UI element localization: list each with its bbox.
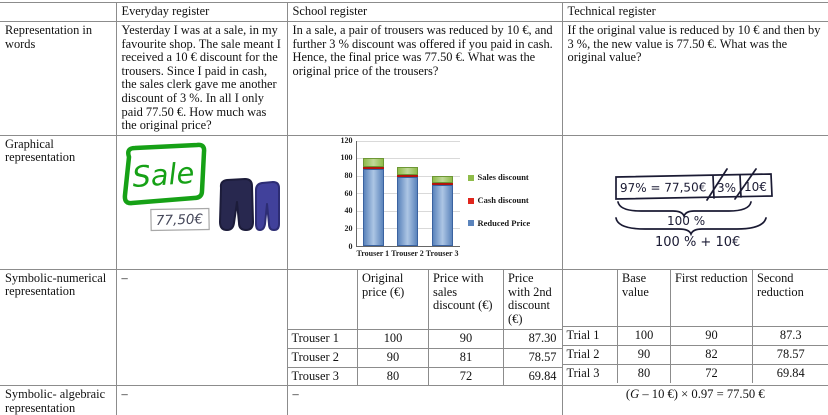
chart-y-axis — [334, 135, 356, 251]
corner-cell — [0, 3, 116, 22]
bar-segment — [363, 169, 384, 245]
header-row — [0, 3, 828, 22]
table-cell: 90 — [618, 346, 671, 365]
table-cell: 90 — [429, 329, 504, 348]
row-label-symbolic-numerical: Symbolic-numerical representation — [0, 269, 116, 386]
x-tick-label: Trouser 3 — [425, 248, 459, 258]
table-row — [563, 364, 828, 382]
table-row — [563, 346, 828, 365]
symnum-school-cell — [287, 269, 562, 386]
trousers-blue-icon — [256, 182, 279, 230]
table-row — [563, 327, 828, 346]
words-technical: If the original value is reduced by 10 € and then by 3 %, the new value is 77.50 €. What was the original value? — [562, 22, 828, 136]
table-cell: 90 — [671, 327, 753, 346]
table-cell: Trouser 3 — [288, 367, 358, 385]
symalg-school: – — [287, 386, 562, 415]
table-cell: Trial 2 — [563, 346, 618, 365]
chart-bars — [357, 141, 460, 246]
bar-trouser-1 — [363, 141, 384, 246]
table-cell: 87.3 — [753, 327, 828, 346]
sketch-box-main-text: 97% = 77,50€ — [619, 179, 706, 195]
table-cell: Price with sales discount (€) — [429, 270, 504, 330]
table-cell: 82 — [671, 346, 753, 365]
x-tick-label: Trouser 1 — [356, 248, 390, 258]
y-tick-label: 0 — [348, 241, 353, 251]
table-cell: Trial 3 — [563, 364, 618, 382]
table-row — [288, 367, 563, 385]
price-tag-text: 77,50€ — [155, 211, 203, 229]
table-cell — [288, 270, 358, 330]
table-cell: 78.57 — [504, 348, 563, 367]
bar-trouser-3 — [432, 141, 453, 246]
sketch-box-mid-text: 3% — [716, 180, 736, 195]
sale-sketch-image — [119, 142, 285, 252]
brace-inner-label: 100 % — [666, 213, 705, 228]
table-cell: 69.84 — [776, 365, 805, 380]
table-cell: First reduction — [671, 270, 753, 327]
sketch-box-right-text: 10€ — [743, 179, 767, 194]
chart-legend — [460, 141, 556, 261]
symnum-everyday: – — [116, 269, 287, 386]
graphical-technical-cell — [562, 135, 828, 269]
y-tick-label: 20 — [344, 224, 353, 234]
table-row — [288, 348, 563, 367]
table-cell: 80 — [618, 364, 671, 382]
legend-item — [468, 194, 556, 208]
bar-trouser-2 — [397, 141, 418, 246]
table-cell: 100 — [358, 329, 429, 348]
y-tick-label: 120 — [340, 135, 353, 145]
brace-outer-label: 100 % + 10€ — [654, 234, 740, 250]
table-cell: 90 — [358, 348, 429, 367]
symalg-everyday: – — [116, 386, 287, 415]
y-tick-label: 60 — [344, 188, 353, 198]
table-cell: 80 — [358, 367, 429, 385]
words-school: In a sale, a pair of trousers was reduced by 10 €, and further 3 % discount was offered if you paid in cash. Hence, the final price was 77.50 €. What was the original price of the trousers? — [287, 22, 562, 136]
sketch-box-divider-2 — [740, 175, 741, 197]
stacked-bar-chart — [334, 135, 558, 265]
symbolic-algebraic-row — [0, 386, 828, 415]
table-cell: Price with 2nd discount (€) — [504, 270, 563, 330]
graphical-everyday-cell — [116, 135, 287, 269]
percent-sketch-image — [603, 168, 793, 258]
table-cell: Original price (€) — [358, 270, 429, 330]
row-label-graphical: Graphical representation — [0, 135, 116, 269]
y-tick-label: 100 — [340, 153, 353, 163]
symalg-technical-formula: (G – 10 €) × 0.97 = 77.50 € — [625, 387, 765, 402]
graphical-school-cell — [287, 135, 562, 269]
graphical-row — [0, 135, 828, 269]
table-cell: 78.57 — [753, 346, 828, 365]
x-tick-label: Trouser 2 — [391, 248, 424, 258]
legend-item — [468, 171, 556, 185]
table-cell: 72 — [429, 367, 504, 385]
chart-x-axis — [356, 247, 460, 261]
bar-segment — [397, 177, 418, 246]
legend-label: Reduced Price — [477, 217, 531, 228]
table-cell: Second reduction — [753, 270, 828, 327]
legend-label: Cash discount — [477, 194, 529, 205]
chart-plot — [356, 141, 460, 247]
table-cell: Base value — [618, 270, 671, 327]
school-data-table — [288, 270, 563, 386]
formula-variable: G — [630, 387, 640, 402]
y-tick-label: 80 — [344, 171, 353, 181]
row-label-symbolic-algebraic: Symbolic- algebraic representation — [0, 386, 116, 415]
bar-segment — [397, 167, 418, 175]
bar-segment — [363, 158, 384, 167]
table-cell: Trouser 1 — [288, 329, 358, 348]
y-tick-label: 40 — [344, 206, 353, 216]
col-header-technical: Technical register — [562, 3, 828, 22]
col-header-everyday: Everyday register — [116, 3, 287, 22]
col-header-school: School register — [287, 3, 562, 22]
table-cell: 81 — [429, 348, 504, 367]
words-row — [0, 22, 828, 136]
table-cell: 87.30 — [504, 329, 563, 348]
table-cell: Trouser 2 — [288, 348, 358, 367]
sale-sign-text: Sale — [130, 155, 195, 194]
table-row — [288, 329, 563, 348]
row-label-words: Representation in words — [0, 22, 116, 136]
words-everyday: Yesterday I was at a sale, in my favourite shop. The sale meant I received a 10 € discount for the trousers. Since I paid in cash, the sales clerk gave me another discount of 3 %. In all I only paid 77.50 €. How much was the original price? — [116, 22, 287, 136]
legend-label: Sales discount — [477, 172, 529, 183]
legend-swatch — [468, 175, 474, 181]
symnum-technical-cell — [562, 269, 828, 386]
bar-segment — [432, 176, 453, 183]
table-cell: 69.84 — [528, 368, 557, 383]
register-table — [0, 2, 828, 415]
table-cell: 100 — [618, 327, 671, 346]
legend-swatch — [468, 220, 474, 226]
bar-segment — [432, 185, 453, 246]
table-cell: Trial 1 — [563, 327, 618, 346]
trousers-dark-icon — [220, 179, 253, 230]
table-cell — [563, 270, 618, 327]
sketch-box-divider-1 — [713, 176, 714, 198]
legend-item — [468, 217, 556, 231]
technical-data-table — [563, 270, 828, 383]
symbolic-numerical-row — [0, 269, 828, 386]
table-cell: 72 — [671, 364, 753, 382]
legend-swatch — [468, 198, 474, 204]
